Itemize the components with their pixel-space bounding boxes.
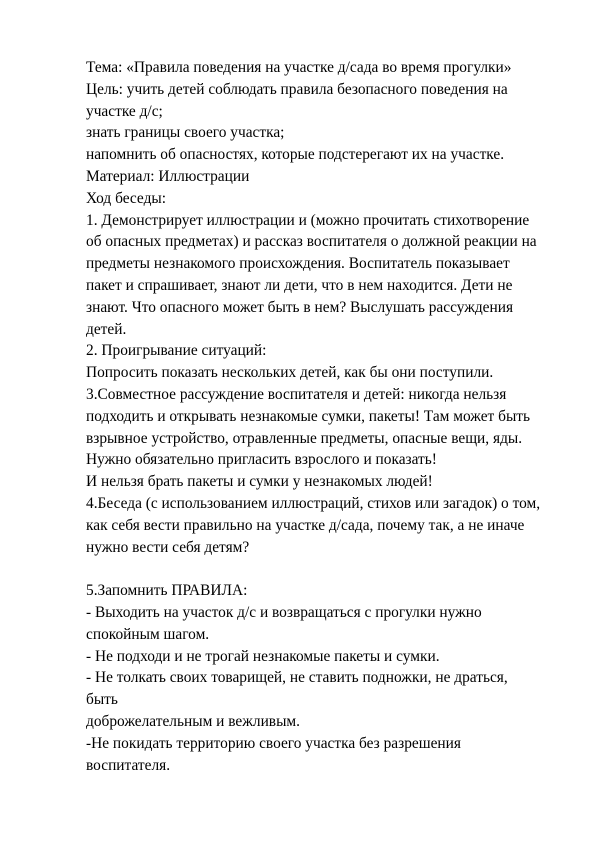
step-2-text: Попросить показать нескольких детей, как бы они поступили. xyxy=(86,364,494,382)
rule-item: быть xyxy=(86,691,118,709)
step-1-text: пакет и спрашивает, знают ли дети, что в нем находится. Дети не xyxy=(86,276,513,294)
rule-item: спокойным шагом. xyxy=(86,625,210,643)
rules-heading: 5.Запомнить ПРАВИЛА: xyxy=(86,582,248,600)
rule-item: доброжелательным и вежливым. xyxy=(86,712,300,730)
step-3-text: взрывное устройство, отравленные предметы, опасные вещи, яды. xyxy=(86,429,523,447)
topic-line: Тема: «Правила поведения на участке д/сада во время прогулки» xyxy=(86,59,512,76)
rule-item: воспитателя. xyxy=(86,756,171,774)
step-3-text: 3.Совместное рассуждение воспитателя и детей: никогда нельзя xyxy=(86,385,507,403)
step-2-heading: 2. Проигрывание ситуаций: xyxy=(86,342,267,360)
step-3-text: И нельзя брать пакеты и сумки у незнакомых людей! xyxy=(86,473,433,491)
document-body xyxy=(86,57,566,776)
rule-item: - Выходить на участок д/с и возвращаться с прогулки нужно xyxy=(86,603,482,621)
step-3-text: подходить и открывать незнакомые сумки, пакеты! Там может быть xyxy=(86,407,531,425)
goal-item-boundaries: знать границы своего участка; xyxy=(86,124,285,142)
step-4-text: как себя вести правильно на участке д/сада, почему так, а не иначе xyxy=(86,516,525,534)
rule-item: -Не покидать территорию своего участка без разрешения xyxy=(86,734,461,752)
step-1-text: детей. xyxy=(86,320,127,338)
step-4-text: нужно вести себя детям? xyxy=(86,538,250,556)
step-1-text: 1. Демонстрирует иллюстрации и (можно прочитать стихотворение xyxy=(86,211,530,229)
rule-item: - Не подходи и не трогай незнакомые пакеты и сумки. xyxy=(86,647,440,665)
goal-line: Цель: учить детей соблюдать правила безопасного поведения на xyxy=(86,80,508,98)
step-1-text: об опасных предметах) и рассказ воспитателя о должной реакции на xyxy=(86,233,537,251)
step-3-text: Нужно обязательно пригласить взрослого и показать! xyxy=(86,451,437,469)
rule-item: - Не толкать своих товарищей, не ставить подножки, не драться, xyxy=(86,669,508,687)
goal-line-continued: участке д/с; xyxy=(86,102,163,120)
goal-item-dangers: напомнить об опасностях, которые подстерегают их на участке. xyxy=(86,146,505,164)
step-4-text: 4.Беседа (с использованием иллюстраций, стихов или загадок) о том, xyxy=(86,494,541,512)
step-1-text: предметы незнакомого происхождения. Воспитатель показывает xyxy=(86,255,510,273)
conversation-heading: Ход беседы: xyxy=(86,189,167,207)
step-1-text: знают. Что опасного может быть в нем? Выслушать рассуждения xyxy=(86,298,514,316)
blank-line xyxy=(86,558,566,580)
materials-line: Материал: Иллюстрации xyxy=(86,167,250,185)
